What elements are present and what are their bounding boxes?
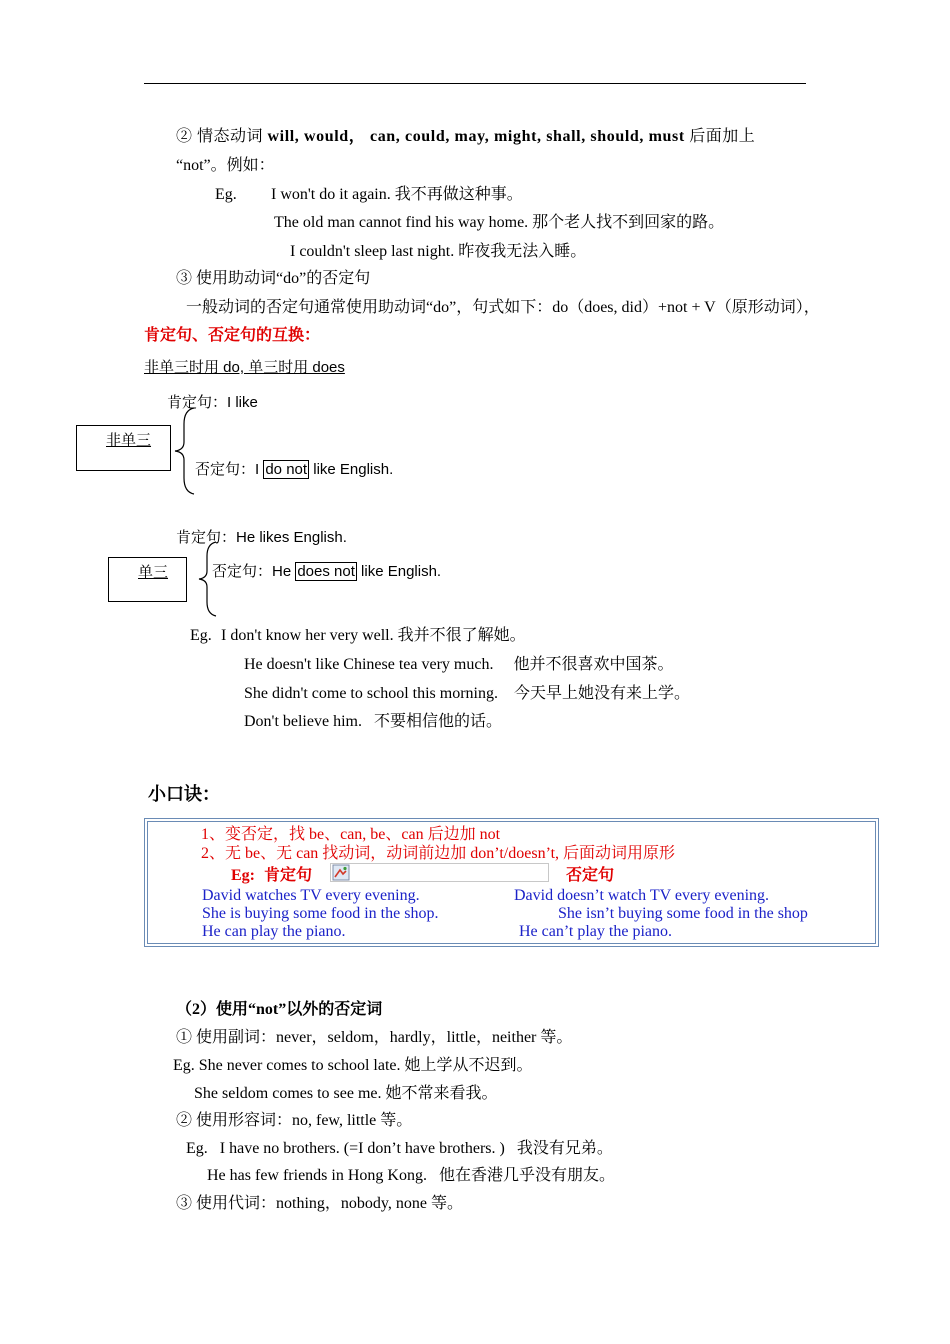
modal-example-3: I couldn't sleep last night. 昨夜我无法入睡。 (290, 243, 587, 260)
modal-verbs-suffix: 后面加上 (684, 128, 756, 145)
adjectives-example-2: He has few friends in Hong Kong. 他在香港几乎没有朋友。 (207, 1167, 615, 1184)
convert-title: 肯定句、否定句的互换： (144, 327, 321, 344)
broken-image-icon (332, 864, 350, 881)
modal-verbs-prefix: ② 情态动词 (176, 128, 268, 145)
header-rule (144, 83, 806, 84)
single-label-box (108, 557, 187, 602)
rhyme-eg-label: Eg: (231, 867, 255, 884)
single-neg-suffix: like English. (356, 563, 442, 580)
rhyme-row-2-pos: She is buying some food in the shop. (202, 905, 439, 922)
plural-neg-boxed: do not (265, 461, 308, 478)
aux-do-heading: ③ 使用助动词“do”的否定句 (176, 270, 371, 287)
modal-verbs-line2: “not”。例如： (176, 157, 275, 174)
do-does-rule: 非单三时用 do, 单三时用 does (144, 359, 345, 376)
single-neg-boxed: does not (297, 563, 355, 580)
rhyme-neg-header: 否定句 (566, 867, 615, 884)
other-neg-heading: （2）使用“not”以外的否定词 (176, 1001, 383, 1018)
single-negative (212, 562, 441, 582)
rhyme-row-2-neg: She isn’t buying some food in the shop (558, 905, 808, 922)
rhyme-title: 小口诀： (148, 784, 220, 804)
example-1: I don't know her very well. 我并不很了解她。 (221, 627, 526, 644)
single-positive: 肯定句：He likes English. (176, 529, 347, 546)
rhyme-row-3-neg: He can’t play the piano. (519, 923, 672, 940)
plural-brace (172, 406, 198, 496)
example-4: Don't believe him. 不要相信他的话。 (244, 713, 502, 730)
broken-image-placeholder (330, 863, 549, 882)
adverbs-example-2: She seldom comes to see me. 她不常来看我。 (194, 1085, 498, 1102)
adjectives-line: ② 使用形容词：no, few, little 等。 (176, 1112, 413, 1129)
modal-verbs-line1 (176, 126, 755, 148)
examples-eg-label: Eg. (190, 627, 212, 644)
single-label: 单三 (138, 564, 169, 581)
rhyme-row-1-neg: David doesn’t watch TV every evening. (514, 887, 770, 904)
adverbs-line: ① 使用副词：never，seldom，hardly，little，neither 等。 (176, 1029, 573, 1046)
plural-label-box (76, 425, 171, 471)
plural-label: 非单三 (106, 432, 152, 449)
aux-do-description: 一般动词的否定句通常使用助动词“do”，句式如下：do（does, did）+not + V（原形动词）， (186, 299, 820, 316)
plural-neg-prefix: 否定句：I (195, 461, 264, 478)
pronouns-line: ③ 使用代词：nothing，nobody, none 等。 (176, 1195, 463, 1212)
modal-example-2: The old man cannot find his way home. 那个老人找不到回家的路。 (274, 214, 725, 231)
adjectives-example-1: Eg. I have no brothers. (=I don’t have brothers. ) 我没有兄弟。 (186, 1140, 613, 1157)
rhyme-row-3-pos: He can play the piano. (202, 923, 346, 940)
plural-negative (195, 460, 393, 480)
adverbs-example-1: Eg. She never comes to school late. 她上学从不迟到。 (173, 1057, 533, 1074)
plural-positive: 肯定句：I like (167, 394, 258, 411)
modal-eg-label: Eg. (215, 186, 237, 203)
rhyme-rule-2: 2、无 be、无 can 找动词，动词前边加 don’t/doesn’t, 后面动词用原形 (201, 845, 676, 862)
plural-neg-suffix: like English. (309, 461, 394, 478)
rhyme-rule-1: 1、变否定，找 be、can, be、can 后边加 not (201, 826, 501, 843)
rhyme-pos-header: 肯定句 (264, 867, 313, 884)
rhyme-row-1-pos: David watches TV every evening. (202, 887, 420, 904)
example-2: He doesn't like Chinese tea very much. 他并不很喜欢中国茶。 (244, 656, 674, 673)
modal-example-1: I won't do it again. 我不再做这种事。 (271, 186, 523, 203)
example-3: She didn't come to school this morning. 今天早上她没有来上学。 (244, 685, 690, 702)
modal-verbs-list: will, would， can, could, may, might, shall, should, must (267, 128, 685, 145)
single-neg-prefix: 否定句：He (212, 563, 296, 580)
